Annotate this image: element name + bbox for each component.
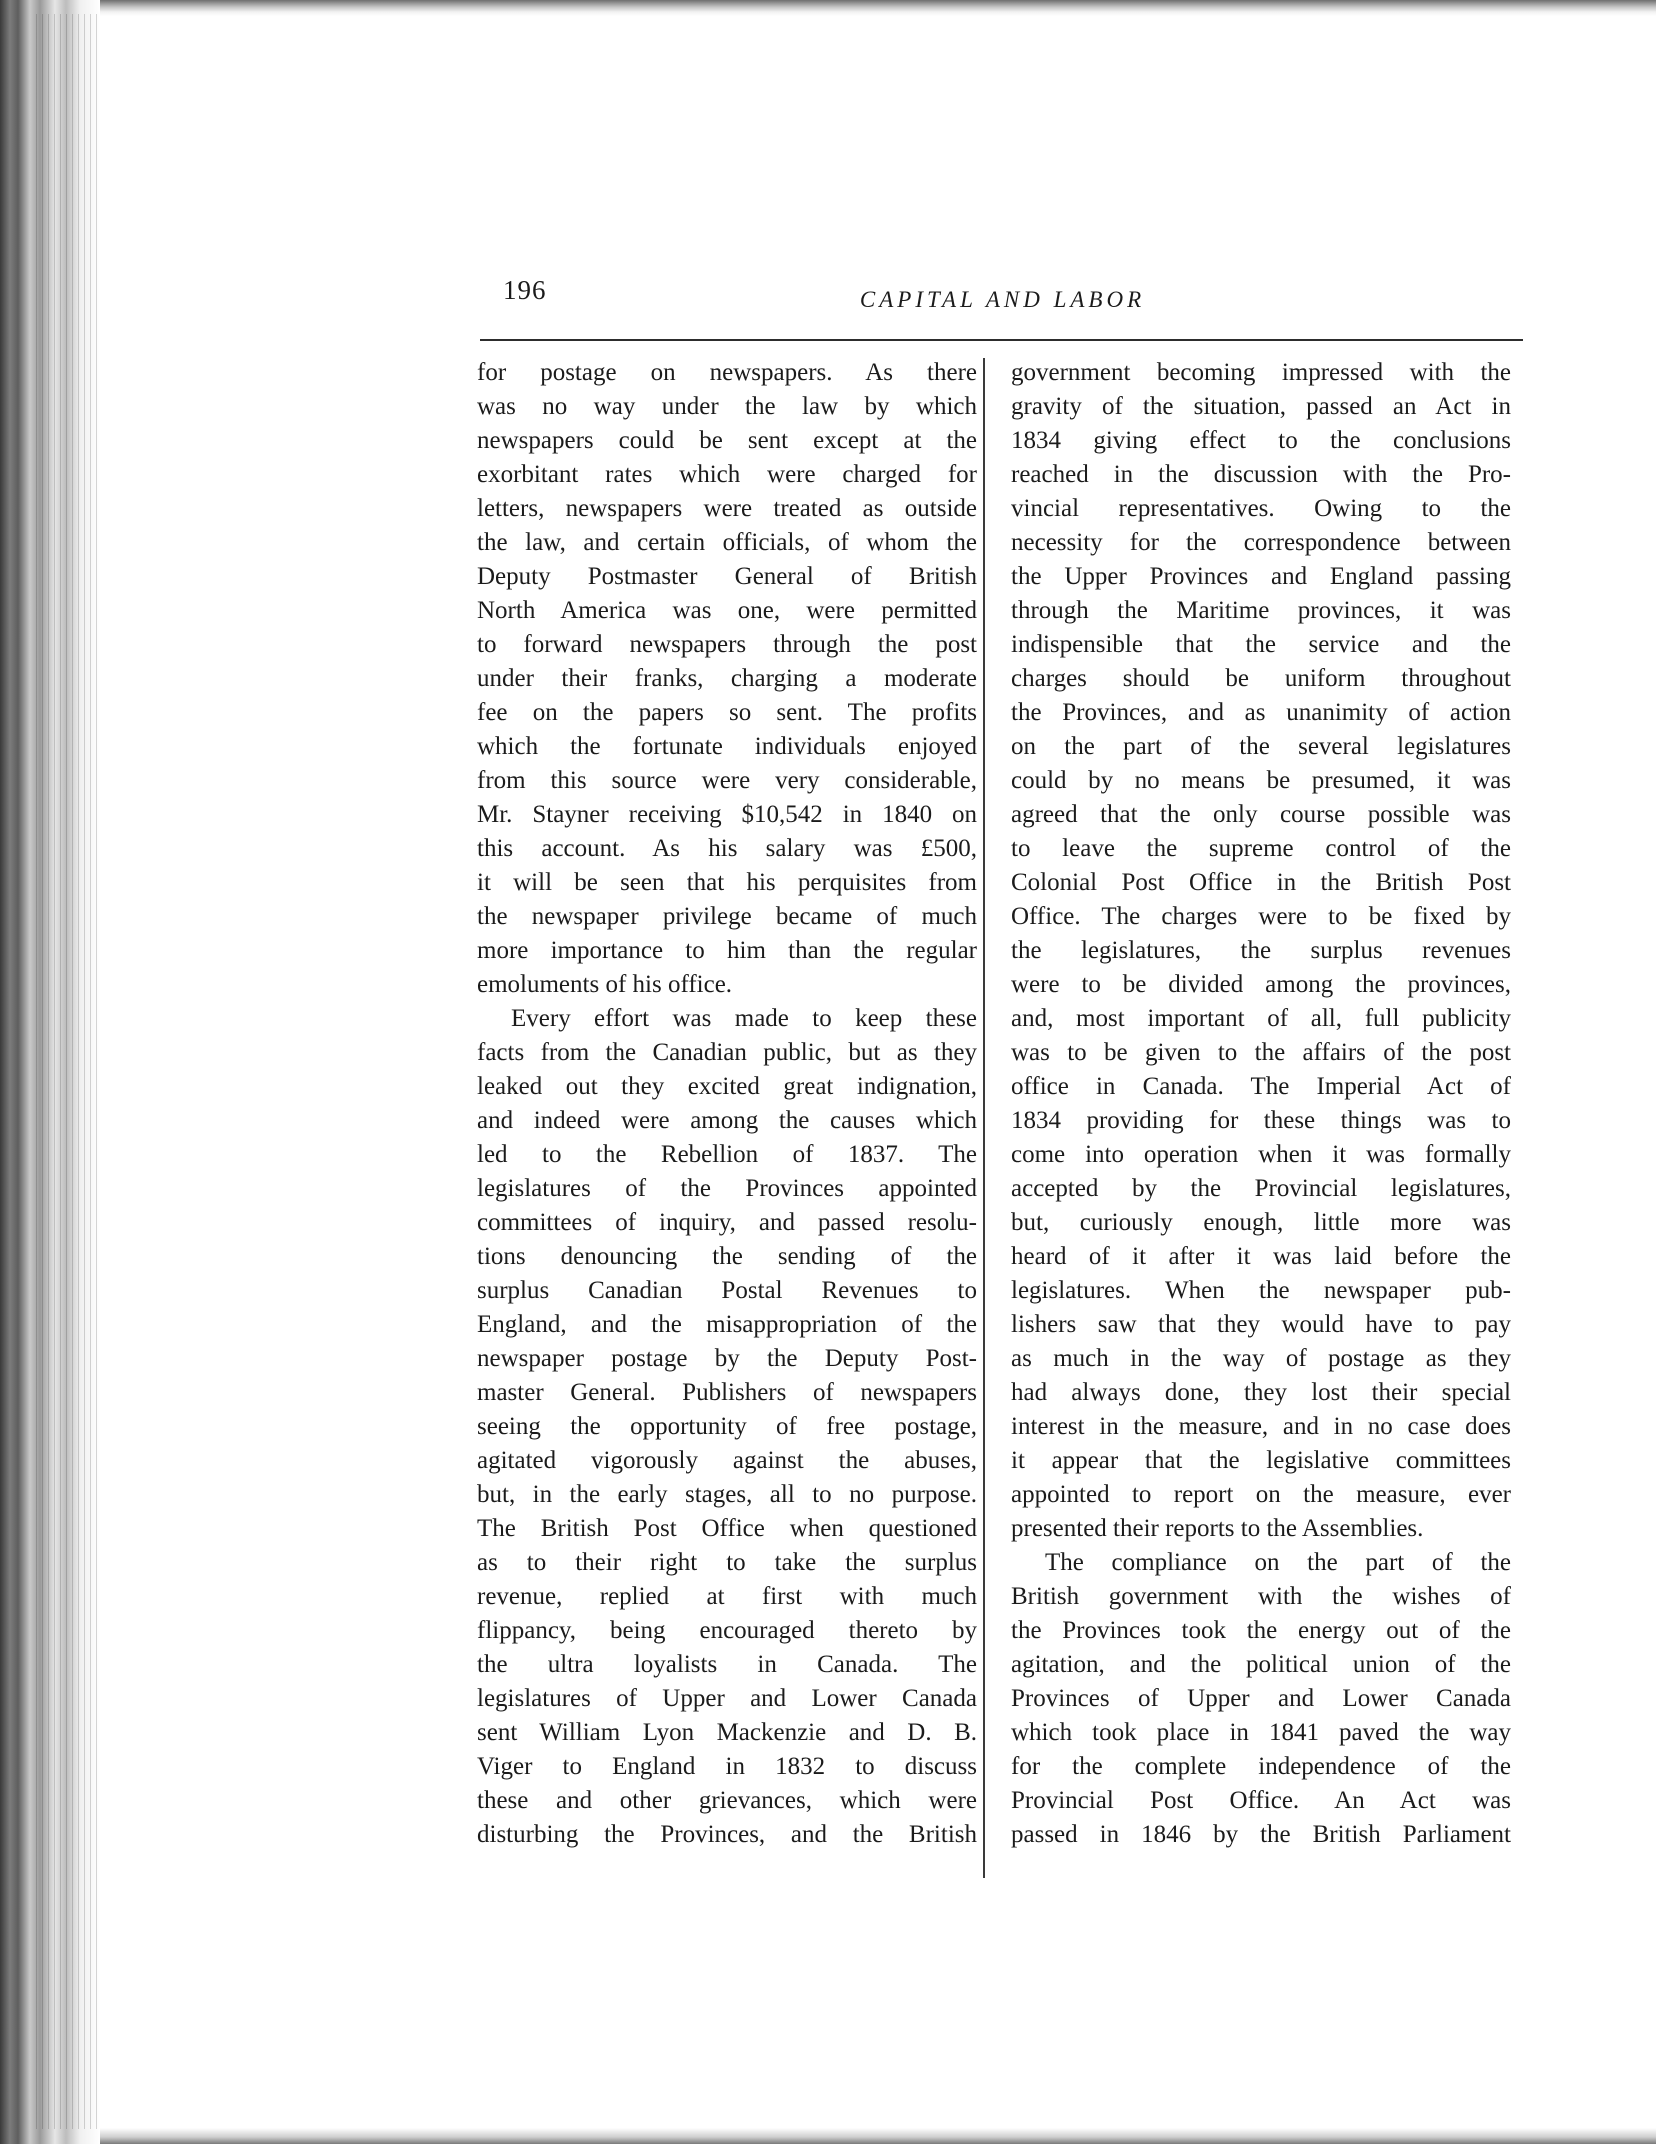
text-line: legislatures of the Provinces appointed [477,1175,977,1202]
text-line: which the fortunate individuals enjoyed [477,733,977,760]
text-line: this account. As his salary was £500, [477,835,977,862]
text-line: from this source were very considerable, [477,767,977,794]
text-line: the Provinces, and as unanimity of action [1011,699,1511,726]
text-line: Deputy Postmaster General of British [477,563,977,590]
text-line: revenue, replied at first with much [477,1583,977,1610]
text-line: legislatures of Upper and Lower Canada [477,1685,977,1712]
text-line: to leave the supreme control of the [1011,835,1511,862]
text-line: agreed that the only course possible was [1011,801,1511,828]
text-line: Provinces of Upper and Lower Canada [1011,1685,1511,1712]
text-line: the newspaper privilege became of much [477,903,977,930]
running-title: CAPITAL AND LABOR [859,287,1146,312]
text-line: as to their right to take the surplus [477,1549,977,1576]
text-line: legislatures. When the newspaper pub- [1011,1277,1511,1304]
text-line: appointed to report on the measure, ever [1011,1481,1511,1508]
text-line: seeing the opportunity of free postage, [477,1413,977,1440]
text-line: which took place in 1841 paved the way [1011,1719,1511,1746]
text-line: passed in 1846 by the British Parliament [1011,1821,1511,1848]
text-line: accepted by the Provincial legislatures, [1011,1175,1511,1202]
text-line: were to be divided among the provinces, [1011,971,1511,998]
text-line: heard of it after it was laid before the [1011,1243,1511,1270]
text-line: through the Maritime provinces, it was [1011,597,1511,624]
text-line: surplus Canadian Postal Revenues to [477,1277,977,1304]
text-line: newspapers could be sent except at the [477,427,977,454]
text-line: newspaper postage by the Deputy Post- [477,1345,977,1372]
text-line: led to the Rebellion of 1837. The [477,1141,977,1168]
text-line: more importance to him than the regular [477,937,977,964]
text-line: master General. Publishers of newspapers [477,1379,977,1406]
text-line: presented their reports to the Assemblies. [1011,1515,1424,1542]
text-line: Office. The charges were to be fixed by [1011,903,1511,930]
text-line: fee on the papers so sent. The profits [477,699,977,726]
text-line: and, most important of all, full publicity [1011,1005,1511,1032]
header-rule [480,339,1523,341]
page-top-edge [100,0,1656,16]
text-line: was to be given to the affairs of the post [1011,1039,1511,1066]
text-line: tions denouncing the sending of the [477,1243,977,1270]
text-line: Every effort was made to keep these [511,1005,977,1032]
page-leaves [36,14,100,2129]
text-line: lishers saw that they would have to pay [1011,1311,1511,1338]
text-line: under their franks, charging a moderate [477,665,977,692]
text-line: The British Post Office when questioned [477,1515,977,1542]
text-line: letters, newspapers were treated as outside [477,495,977,522]
text-line: for postage on newspapers. As there [477,359,977,386]
text-line: leaked out they excited great indignation, [477,1073,977,1100]
text-line: as much in the way of postage as they [1011,1345,1511,1372]
text-line: British government with the wishes of [1011,1583,1511,1610]
text-line: the Upper Provinces and England passing [1011,563,1511,590]
text-line: necessity for the correspondence between [1011,529,1511,556]
text-line: government becoming impressed with the [1011,359,1511,386]
text-line: committees of inquiry, and passed resolu- [477,1209,977,1236]
text-line: agitated vigorously against the abuses, [477,1447,977,1474]
text-column-right [1011,356,1511,1852]
text-line: Provincial Post Office. An Act was [1011,1787,1511,1814]
text-line: the ultra loyalists in Canada. The [477,1651,977,1678]
text-line: sent William Lyon Mackenzie and D. B. [477,1719,977,1746]
text-line: gravity of the situation, passed an Act in [1011,393,1511,420]
page-number: 196 [503,275,547,305]
text-line: Viger to England in 1832 to discuss [477,1753,977,1780]
text-line: reached in the discussion with the Pro- [1011,461,1511,488]
text-line: flippancy, being encouraged thereto by [477,1617,977,1644]
text-line: interest in the measure, and in no case does [1011,1413,1511,1440]
text-line: England, and the misappropriation of the [477,1311,977,1338]
text-line: but, in the early stages, all to no purpose. [477,1481,977,1508]
text-line: office in Canada. The Imperial Act of [1011,1073,1511,1100]
text-line: charges should be uniform throughout [1011,665,1511,692]
text-line: but, curiously enough, little more was [1011,1209,1511,1236]
text-line: it will be seen that his perquisites from [477,869,977,896]
text-line: agitation, and the political union of the [1011,1651,1511,1678]
text-line: The compliance on the part of the [1045,1549,1511,1576]
text-line: Colonial Post Office in the British Post [1011,869,1511,896]
text-line: on the part of the several legislatures [1011,733,1511,760]
text-line: the legislatures, the surplus revenues [1011,937,1511,964]
column-divider [983,358,985,1878]
text-line: to forward newspapers through the post [477,631,977,658]
text-line: had always done, they lost their special [1011,1379,1511,1406]
text-line: disturbing the Provinces, and the British [477,1821,977,1848]
text-line: 1834 providing for these things was to [1011,1107,1511,1134]
text-line: facts from the Canadian public, but as they [477,1039,977,1066]
text-line: the law, and certain officials, of whom the [477,529,977,556]
text-line: vincial representatives. Owing to the [1011,495,1511,522]
text-line: these and other grievances, which were [477,1787,977,1814]
text-line: North America was one, were permitted [477,597,977,624]
text-line: and indeed were among the causes which [477,1107,977,1134]
text-line: could by no means be presumed, it was [1011,767,1511,794]
text-column-left [477,356,977,1852]
text-line: 1834 giving effect to the conclusions [1011,427,1511,454]
text-line: come into operation when it was formally [1011,1141,1511,1168]
text-line: for the complete independence of the [1011,1753,1511,1780]
text-line: exorbitant rates which were charged for [477,461,977,488]
text-line: emoluments of his office. [477,971,733,998]
text-line: indispensible that the service and the [1011,631,1511,658]
page-bottom-edge [100,2128,1656,2144]
text-line: was no way under the law by which [477,393,977,420]
text-line: Mr. Stayner receiving $10,542 in 1840 on [477,801,977,828]
text-line: the Provinces took the energy out of the [1011,1617,1511,1644]
text-line: it appear that the legislative committees [1011,1447,1511,1474]
